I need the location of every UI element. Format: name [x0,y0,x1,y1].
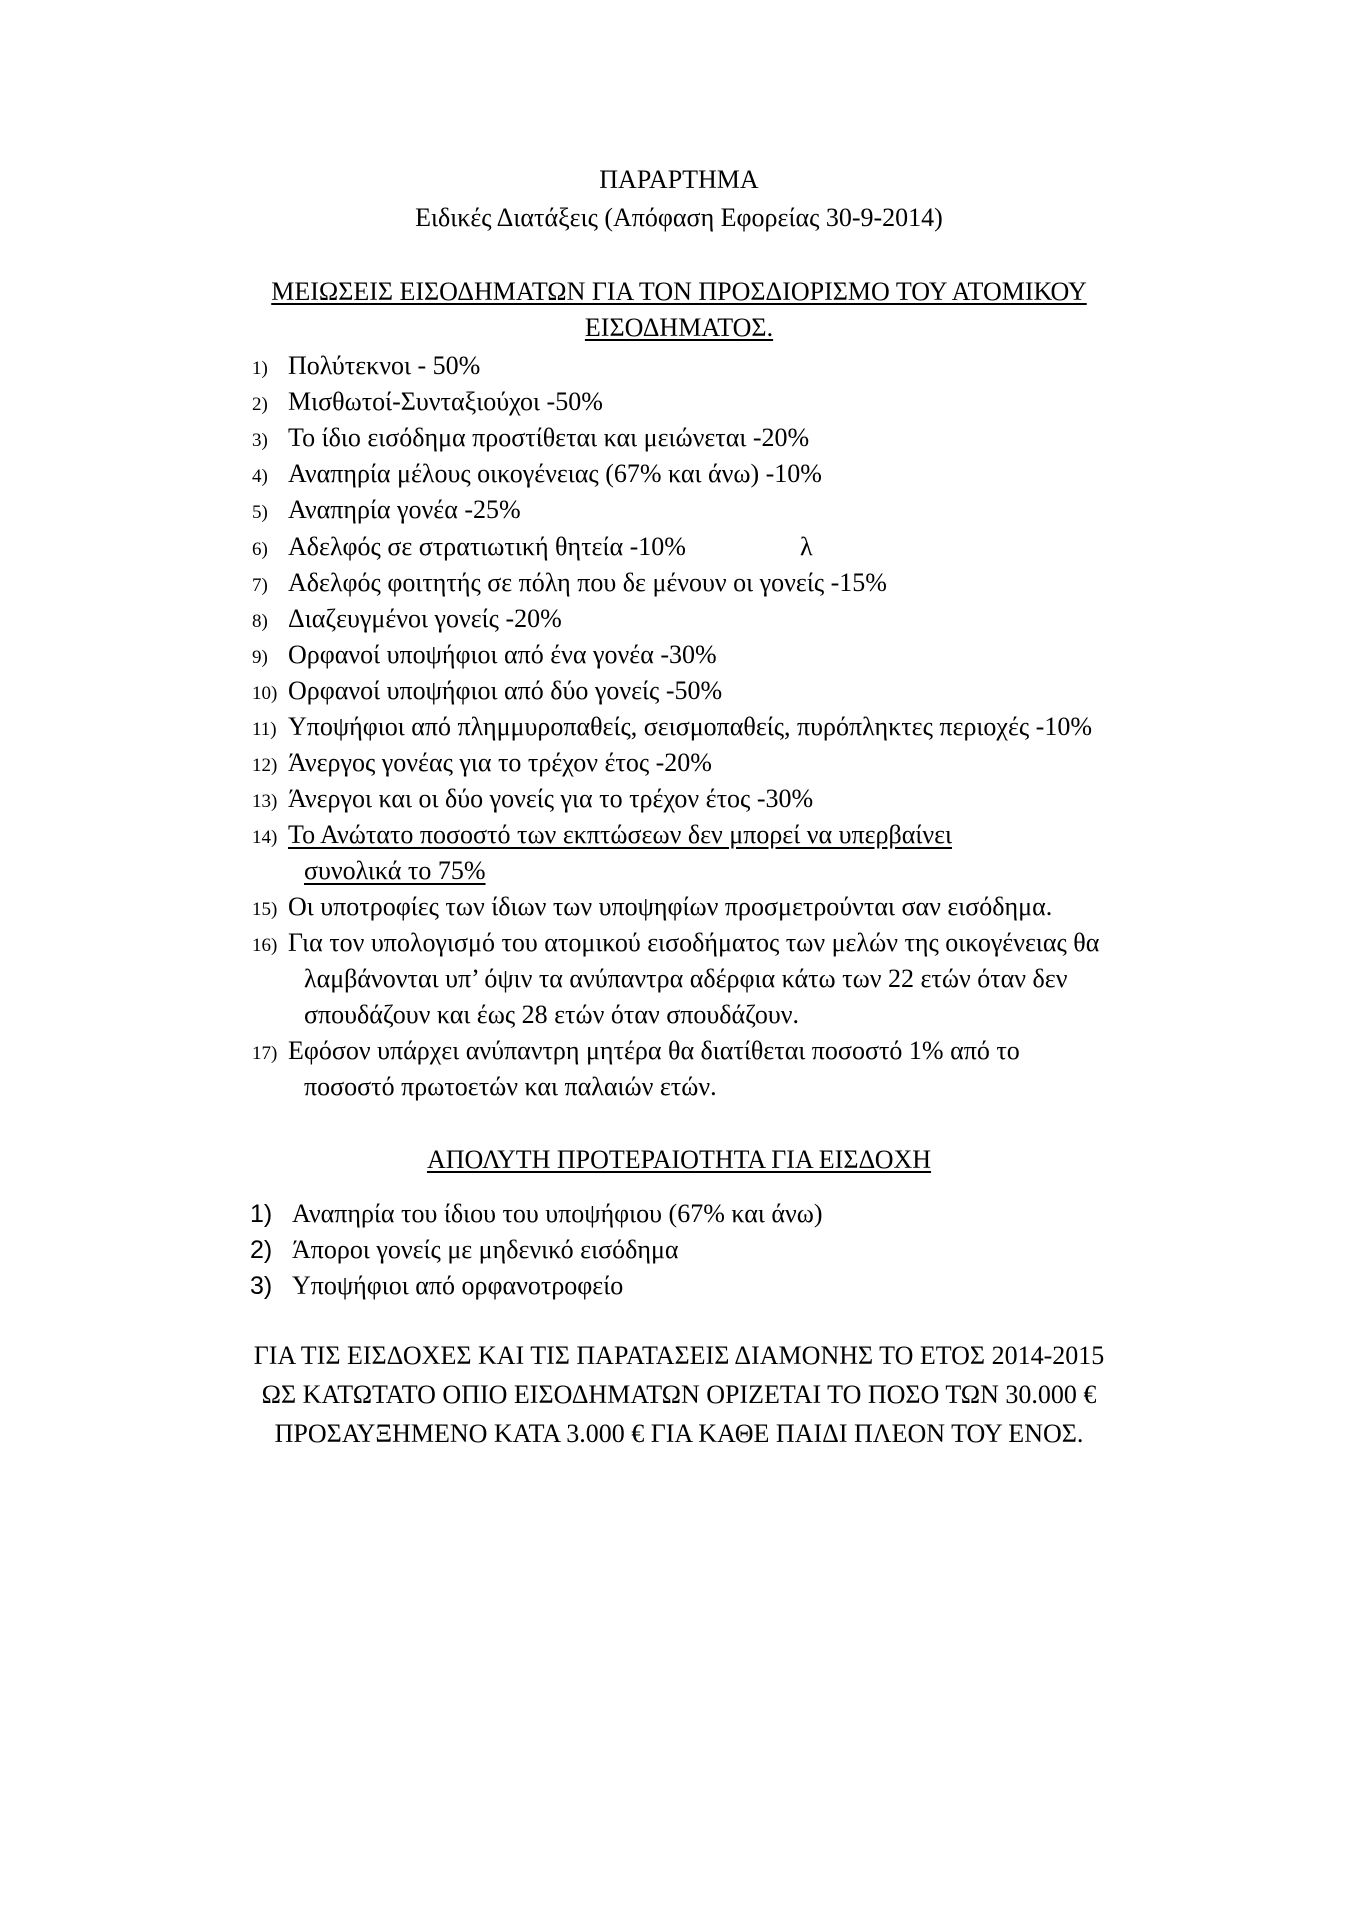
list-item [252,458,822,493]
document-title: ΠΑΡΑΡΤΗΜΑ [599,165,759,194]
priority-item-text: Άποροι γονείς με μηδενικό εισόδημα [292,1235,679,1264]
list-item [252,531,686,566]
list-item [252,891,1052,926]
list-item [252,494,521,529]
list-item [252,350,480,385]
list-item-text: Οι υποτροφίες των ίδιων των υποψηφίων προσμετρούνται σαν εισόδημα. [288,892,1053,921]
list-item-number: 11) [252,719,277,740]
list-item-number: 8) [252,611,268,632]
list-item-continuation: ποσοστό πρωτοετών και παλαιών ετών. [304,1072,717,1101]
list-item-text: Άνεργοι και οι δύο γονείς για το τρέχον έτος -30% [288,784,814,813]
list-item-number: 3) [252,430,268,451]
list-item-number: 9) [252,647,268,668]
list-item-number: 5) [252,502,268,523]
list-item [252,386,603,421]
document-subtitle: Ειδικές Διατάξεις (Απόφαση Εφορείας 30-9-2014) [415,203,943,232]
list-item-text: Ορφανοί υποψήφιοι από δύο γονείς -50% [288,676,723,705]
priority-item [250,1269,623,1303]
income-threshold-line-2: ΩΣ ΚΑΤΩΤΑΤΟ ΟΠΙΟ ΕΙΣΟΔΗΜΑΤΩΝ ΟΡΙΖΕΤΑΙ ΤΟ ΠΟΣΟ ΤΩΝ 30.000 € [261,1380,1097,1409]
list-item-text: Το Ανώτατο ποσοστό των εκπτώσεων δεν μπορεί να υπερβαίνει [288,820,952,849]
list-item [252,567,887,602]
list-item-number: 13) [252,791,278,812]
income-threshold-line-1: ΓΙΑ ΤΙΣ ΕΙΣΔΟΧΕΣ ΚΑΙ ΤΙΣ ΠΑΡΑΤΑΣΕΙΣ ΔΙΑΜΟΝΗΣ ΤΟ ΕΤΟΣ 2014-2015 [253,1341,1105,1370]
list-item-number: 1) [252,358,268,379]
list-item [252,603,562,638]
list-item [252,639,717,674]
list-item-text: Για τον υπολογισμό του ατομικού εισοδήματος των μελών της οικογένειας θα [288,928,1100,957]
list-item [252,711,1092,746]
priority-item-number: 1) [250,1200,273,1228]
list-item-text: Υποψήφιοι από πλημμυροπαθείς, σεισμοπαθείς, πυρόπληκτες περιοχές -10% [288,712,1092,741]
list-item-number: 6) [252,539,268,560]
priority-item [250,1197,823,1231]
priority-item-number: 2) [250,1236,273,1264]
list-item [252,783,813,818]
list-item [252,422,809,457]
list-item-number: 14) [252,827,278,848]
list-item-continuation: λαμβάνονται υπ’ όψιν τα ανύπαντρα αδέρφια κάτω των 22 ετών όταν δεν [304,964,1068,993]
list-item [252,675,722,710]
list-item-continuation: σπουδάζουν και έως 28 ετών όταν σπουδάζουν. [304,1000,800,1029]
priority-item [250,1233,679,1267]
list-item [252,1035,1020,1070]
list-item [252,747,712,782]
priority-item-text: Υποψήφιοι από ορφανοτροφείο [292,1271,624,1300]
list-item-text: Διαζευγμένοι γονείς -20% [288,604,562,633]
priority-item-number: 3) [250,1272,273,1300]
list-item-text: Αδελφός φοιτητής σε πόλη που δε μένουν οι γονείς -15% [288,568,887,597]
list-item-text: Άνεργος γονέας για το τρέχον έτος -20% [288,748,712,777]
list-item-number: 2) [252,394,268,415]
list-item-text: Πολύτεκνοι - 50% [288,351,481,380]
reductions-heading: ΜΕΙΩΣΕΙΣ ΕΙΣΟΔΗΜΑΤΩΝ ΓΙΑ ΤΟΝ ΠΡΟΣΔΙΟΡΙΣΜΟ ΤΟΥ ΑΤΟΜΙΚΟΥ [271,277,1087,306]
list-item-number: 17) [252,1043,278,1064]
list-item-number: 7) [252,575,268,596]
list-item-number: 16) [252,935,278,956]
list-item-number: 4) [252,466,268,487]
list-item-text: Αναπηρία μέλους οικογένειας (67% και άνω) -10% [288,459,822,488]
list-item-text: Εφόσον υπάρχει ανύπαντρη μητέρα θα διατίθεται ποσοστό 1% από το [288,1036,1020,1065]
income-threshold-line-3: ΠΡΟΣΑΥΞΗΜΕΝΟ ΚΑΤΑ 3.000 € ΓΙΑ ΚΑΘΕ ΠΑΙΔΙ ΠΛΕΟΝ ΤΟΥ ΕΝΟΣ. [274,1419,1084,1448]
list-item [252,927,1099,962]
list-item-text: Αδελφός σε στρατιωτική θητεία -10% [288,532,686,561]
list-item-number: 15) [252,899,278,920]
list-item-text: Το ίδιο εισόδημα προστίθεται και μειώνεται -20% [288,423,810,452]
list-item-number: 10) [252,683,278,704]
list-item [252,819,952,854]
list-item-text: Αναπηρία γονέα -25% [288,495,521,524]
list-item-text: Ορφανοί υποψήφιοι από ένα γονέα -30% [288,640,717,669]
reductions-heading-continuation: ΕΙΣΟΔΗΜΑΤΟΣ. [584,313,774,342]
list-item-continuation: συνολικά το 75% [304,856,486,885]
stray-mark: λ [800,532,813,561]
priority-item-text: Αναπηρία του ίδιου του υποψήφιου (67% και άνω) [292,1199,823,1228]
list-item-text: Μισθωτοί-Συνταξιούχοι -50% [288,387,603,416]
list-item-number: 12) [252,755,278,776]
priority-heading: ΑΠΟΛΥΤΗ ΠΡΟΤΕΡΑΙΟΤΗΤΑ ΓΙΑ ΕΙΣΔΟΧΗ [426,1145,932,1174]
